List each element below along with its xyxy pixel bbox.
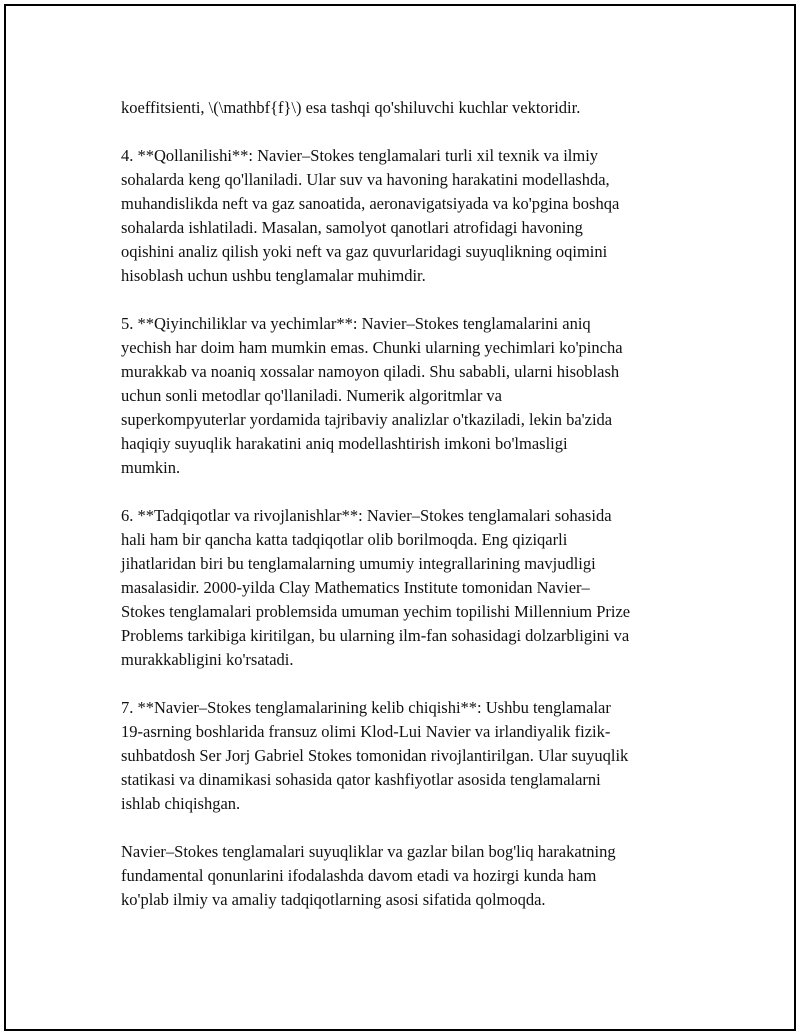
text-line: Navier–Stokes tenglamalari suyuqliklar va gazlar bilan bog'liq harakatning (121, 842, 616, 861)
text-line: haqiqiy suyuqlik harakatini aniq modellashtirish imkoni bo'lmasligi (121, 434, 568, 453)
text-line: 5. **Qiyinchiliklar va yechimlar**: Navier–Stokes tenglamalarini aniq (121, 314, 591, 333)
paragraph (121, 312, 711, 480)
paragraph (121, 504, 711, 672)
text-line: hali ham bir qancha katta tadqiqotlar olib borilmoqda. Eng qiziqarli (121, 530, 568, 549)
text-line: murakkabligini ko'rsatadi. (121, 650, 294, 669)
text-line: hisoblash uchun ushbu tenglamalar muhimdir. (121, 266, 426, 285)
text-line: oqishini analiz qilish yoki neft va gaz quvurlaridagi suyuqlikning oqimini (121, 242, 608, 261)
document-body (121, 96, 711, 936)
text-line: murakkab va noaniq xossalar namoyon qiladi. Shu sababli, ularni hisoblash (121, 362, 620, 381)
text-line: 19-asrning boshlarida fransuz olimi Klod-Lui Navier va irlandiyalik fizik- (121, 722, 611, 741)
paragraph (121, 696, 711, 816)
text-line: sohalarda keng qo'llaniladi. Ular suv va havoning harakatini modellashda, (121, 170, 610, 189)
text-line: 7. **Navier–Stokes tenglamalarining kelib chiqishi**: Ushbu tenglamalar (121, 698, 611, 717)
text-line: Stokes tenglamalari problemsida umuman yechim topilishi Millennium Prize (121, 602, 631, 621)
text-line: jihatlaridan biri bu tenglamalarning umumiy integrallarining mavjudligi (121, 554, 596, 573)
page-frame (4, 4, 796, 1031)
text-line: fundamental qonunlarini ifodalashda davom etadi va hozirgi kunda ham (121, 866, 597, 885)
text-line: uchun sonli metodlar qo'llaniladi. Numerik algoritmlar va (121, 386, 503, 405)
text-line: ishlab chiqishgan. (121, 794, 241, 813)
paragraph (121, 96, 711, 120)
text-line: ko'plab ilmiy va amaliy tadqiqotlarning asosi sifatida qolmoqda. (121, 890, 546, 909)
text-line: statikasi va dinamikasi sohasida qator kashfiyotlar asosida tenglamalarni (121, 770, 601, 789)
paragraph (121, 144, 711, 288)
text-line: 4. **Qollanilishi**: Navier–Stokes tenglamalari turli xil texnik va ilmiy (121, 146, 599, 165)
paragraph (121, 840, 711, 912)
text-line: yechish har doim ham mumkin emas. Chunki ularning yechimlari ko'pincha (121, 338, 623, 357)
text-line: superkompyuterlar yordamida tajribaviy analizlar o'tkaziladi, lekin ba'zida (121, 410, 613, 429)
text-line: sohalarda ishlatiladi. Masalan, samolyot qanotlari atrofidagi havoning (121, 218, 583, 237)
text-line: mumkin. (121, 458, 181, 477)
text-line: 6. **Tadqiqotlar va rivojlanishlar**: Navier–Stokes tenglamalari sohasida (121, 506, 612, 525)
text-line: koeffitsienti, \(\mathbf{f}\) esa tashqi qo'shiluvchi kuchlar vektoridir. (121, 98, 581, 117)
text-line: muhandislikda neft va gaz sanoatida, aeronavigatsiyada va ko'pgina boshqa (121, 194, 620, 213)
text-line: masalasidir. 2000-yilda Clay Mathematics Institute tomonidan Navier– (121, 578, 590, 597)
text-line: suhbatdosh Ser Jorj Gabriel Stokes tomonidan rivojlantirilgan. Ular suyuqlik (121, 746, 629, 765)
text-line: Problems tarkibiga kiritilgan, bu ularning ilm-fan sohasidagi dolzarbligini va (121, 626, 630, 645)
